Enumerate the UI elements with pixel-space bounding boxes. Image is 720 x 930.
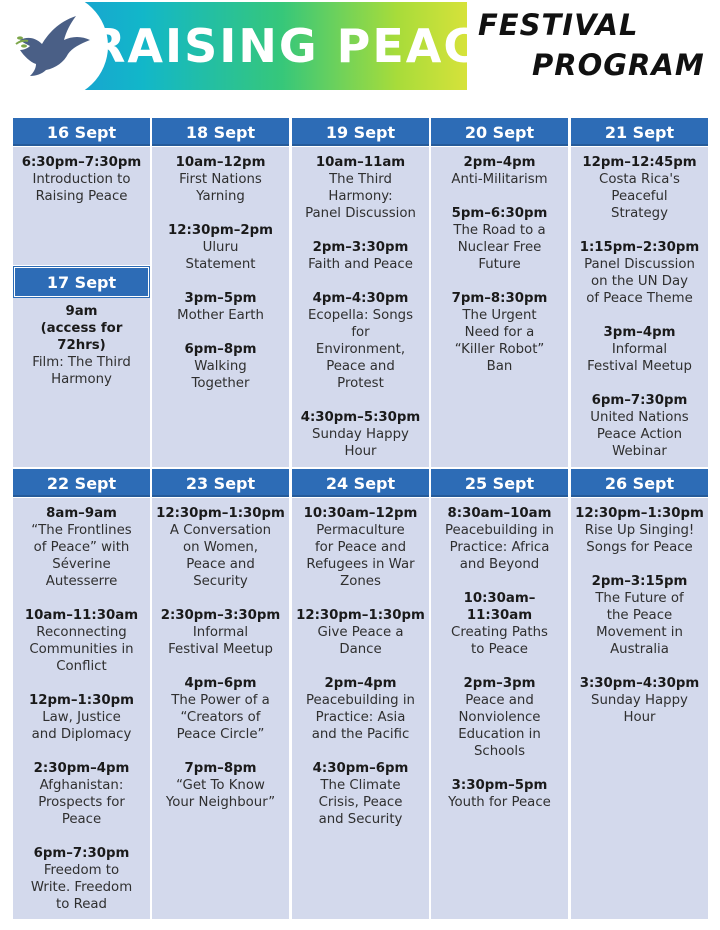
event-title: Sunday Happy Hour — [591, 693, 688, 725]
day-header: 17 Sept — [14, 267, 149, 297]
event-time: 1:15pm–2:30pm — [579, 240, 700, 255]
event-title: Informal Festival Meetup — [587, 342, 692, 374]
event-title: Peace and Nonviolence Education in Schools — [458, 693, 541, 759]
event-title: The Future of the Peace Movement in Australia — [595, 591, 684, 657]
event-list — [12, 303, 151, 405]
event-item — [430, 205, 569, 273]
event-time: 12pm–12:45pm — [582, 155, 697, 170]
event-item — [12, 154, 151, 205]
event-item — [291, 675, 430, 743]
event-list — [12, 505, 151, 930]
event-item — [291, 290, 430, 392]
event-time: 6pm–7:30pm — [591, 393, 688, 408]
event-time: 5pm–6:30pm — [451, 206, 548, 221]
event-time: 3:30pm–5pm — [451, 778, 548, 793]
event-list — [430, 505, 569, 828]
event-title: Law, Justice and Diplomacy — [31, 710, 132, 742]
day-header: 20 Sept — [430, 117, 569, 147]
event-time: 2pm–3:15pm — [591, 574, 688, 589]
event-title: Give Peace a Dance — [317, 625, 404, 657]
event-item — [291, 239, 430, 273]
event-item — [151, 290, 290, 324]
event-title: Peacebuilding in Practice: Asia and the Pacific — [306, 693, 415, 742]
event-time: 7pm–8pm — [184, 761, 257, 776]
event-item — [430, 290, 569, 375]
program-grid — [12, 117, 710, 920]
event-list — [12, 154, 151, 222]
event-title: First Nations Yarning — [179, 172, 262, 204]
event-title: Walking Together — [191, 359, 250, 391]
event-time: 12:30pm–1:30pm — [575, 506, 704, 521]
event-time: 10am–11am — [315, 155, 406, 170]
event-title: Panel Discussion on the UN Day of Peace Theme — [584, 257, 695, 306]
event-title: The Urgent Need for a “Killer Robot” Ban — [454, 308, 545, 374]
event-item — [291, 607, 430, 658]
event-item — [151, 341, 290, 392]
event-title: “Get To Know Your Neighbour” — [165, 778, 276, 810]
event-time: 12:30pm–1:30pm — [296, 608, 425, 623]
event-item — [291, 760, 430, 828]
dove-icon — [14, 14, 96, 78]
event-title: Permaculture for Peace and Refugees in War Zones — [306, 523, 415, 589]
event-title: The Climate Crisis, Peace and Security — [318, 778, 403, 827]
event-item — [151, 607, 290, 658]
event-title: Introduction to Raising Peace — [32, 172, 131, 204]
event-time: 2pm–3pm — [463, 676, 536, 691]
event-item — [430, 590, 569, 658]
brand-banner — [4, 2, 513, 90]
event-title: Rise Up Singing! Songs for Peace — [584, 523, 695, 555]
event-item — [570, 392, 709, 460]
event-title: Reconnecting Communities in Conflict — [29, 625, 134, 674]
event-title: Sunday Happy Hour — [312, 427, 409, 459]
event-item — [430, 777, 569, 811]
event-item — [291, 505, 430, 590]
event-time: 10am–12pm — [175, 155, 266, 170]
day-header: 18 Sept — [151, 117, 290, 147]
event-item — [151, 505, 290, 590]
day-header: 23 Sept — [151, 468, 290, 498]
event-title: Peacebuilding in Practice: Africa and Beyond — [445, 523, 554, 572]
event-time: 2:30pm–4pm — [33, 761, 130, 776]
day-header: 21 Sept — [570, 117, 709, 147]
event-item — [570, 239, 709, 307]
event-time: 3pm–4pm — [603, 325, 676, 340]
event-title: Costa Rica's Peaceful Strategy — [599, 172, 680, 221]
event-item — [291, 409, 430, 460]
event-title: Faith and Peace — [308, 257, 413, 272]
event-time: 6pm–8pm — [184, 342, 257, 357]
event-list — [291, 154, 430, 477]
event-item — [12, 760, 151, 828]
event-time: 4:30pm–5:30pm — [300, 410, 421, 425]
event-time: 4pm–4:30pm — [312, 291, 409, 306]
festival-title-line1: FESTIVAL — [478, 8, 639, 42]
event-item — [430, 675, 569, 760]
event-item — [291, 154, 430, 222]
event-item — [12, 607, 151, 675]
event-title: Anti-Militarism — [451, 172, 548, 187]
event-item — [430, 154, 569, 188]
day-header: 24 Sept — [291, 468, 430, 498]
event-title: Afghanistan: Prospects for Peace — [38, 778, 125, 827]
event-title: United Nations Peace Action Webinar — [590, 410, 689, 459]
event-time: 2pm–3:30pm — [312, 240, 409, 255]
event-time: 8am–9am — [46, 506, 117, 521]
event-item — [570, 505, 709, 556]
day-header: 19 Sept — [291, 117, 430, 147]
event-title: Mother Earth — [177, 308, 264, 323]
event-time: 3:30pm–4:30pm — [579, 676, 700, 691]
event-time: 2pm–4pm — [463, 155, 536, 170]
event-time: 7pm–8:30pm — [451, 291, 548, 306]
event-time: 3pm–5pm — [184, 291, 257, 306]
day-header: 22 Sept — [12, 468, 151, 498]
event-title: The Third Harmony: Panel Discussion — [305, 172, 416, 221]
event-time: 10:30am–12pm — [303, 506, 418, 521]
event-title: Ecopella: Songs for Environment, Peace and Protest — [307, 308, 414, 391]
event-title: A Conversation on Women, Peace and Security — [169, 523, 272, 589]
event-item — [12, 505, 151, 590]
event-title: “The Frontlines of Peace” with Séverine Autesserre — [31, 523, 132, 589]
event-item — [570, 324, 709, 375]
event-item — [151, 675, 290, 743]
event-time: 10:30am– 11:30am — [463, 591, 536, 623]
event-item — [12, 303, 151, 388]
event-time: 12pm–1:30pm — [29, 693, 134, 708]
day-header: 26 Sept — [570, 468, 709, 498]
event-time: 10am–11:30am — [24, 608, 139, 623]
brand-title: RAISING PEACE — [90, 19, 513, 73]
event-item — [151, 222, 290, 273]
event-title: Youth for Peace — [448, 795, 551, 810]
festival-title-line2: PROGRAM — [532, 48, 705, 82]
event-item — [570, 573, 709, 658]
event-time: 6:30pm–7:30pm — [21, 155, 142, 170]
event-item — [151, 154, 290, 205]
event-title: Freedom to Write. Freedom to Read — [30, 863, 133, 912]
event-list — [570, 154, 709, 477]
event-item — [12, 692, 151, 743]
event-list — [151, 154, 290, 409]
event-title: The Road to a Nuclear Free Future — [453, 223, 546, 272]
event-time: 9am (access for 72hrs) — [40, 304, 123, 353]
event-item — [151, 760, 290, 811]
day-header: 16 Sept — [12, 117, 151, 147]
event-time: 12:30pm–2pm — [168, 223, 273, 238]
event-title: Informal Festival Meetup — [168, 625, 273, 657]
event-title: The Power of a “Creators of Peace Circle” — [171, 693, 270, 742]
event-time: 4pm–6pm — [184, 676, 257, 691]
event-list — [291, 505, 430, 845]
event-time: 4:30pm–6pm — [312, 761, 409, 776]
event-list — [151, 505, 290, 828]
event-item — [570, 675, 709, 726]
event-time: 12:30pm–1:30pm — [156, 506, 285, 521]
event-item — [430, 505, 569, 573]
event-item — [12, 845, 151, 913]
event-title: Film: The Third Harmony — [32, 355, 131, 387]
event-item — [570, 154, 709, 222]
event-title: Uluru Statement — [185, 240, 256, 272]
event-title: Creating Paths to Peace — [451, 625, 548, 657]
day-header: 25 Sept — [430, 468, 569, 498]
event-time: 8:30am–10am — [447, 506, 552, 521]
event-time: 2:30pm–3:30pm — [160, 608, 281, 623]
event-list — [430, 154, 569, 392]
event-time: 6pm–7:30pm — [33, 846, 130, 861]
event-list — [570, 505, 709, 743]
event-time: 2pm–4pm — [324, 676, 397, 691]
